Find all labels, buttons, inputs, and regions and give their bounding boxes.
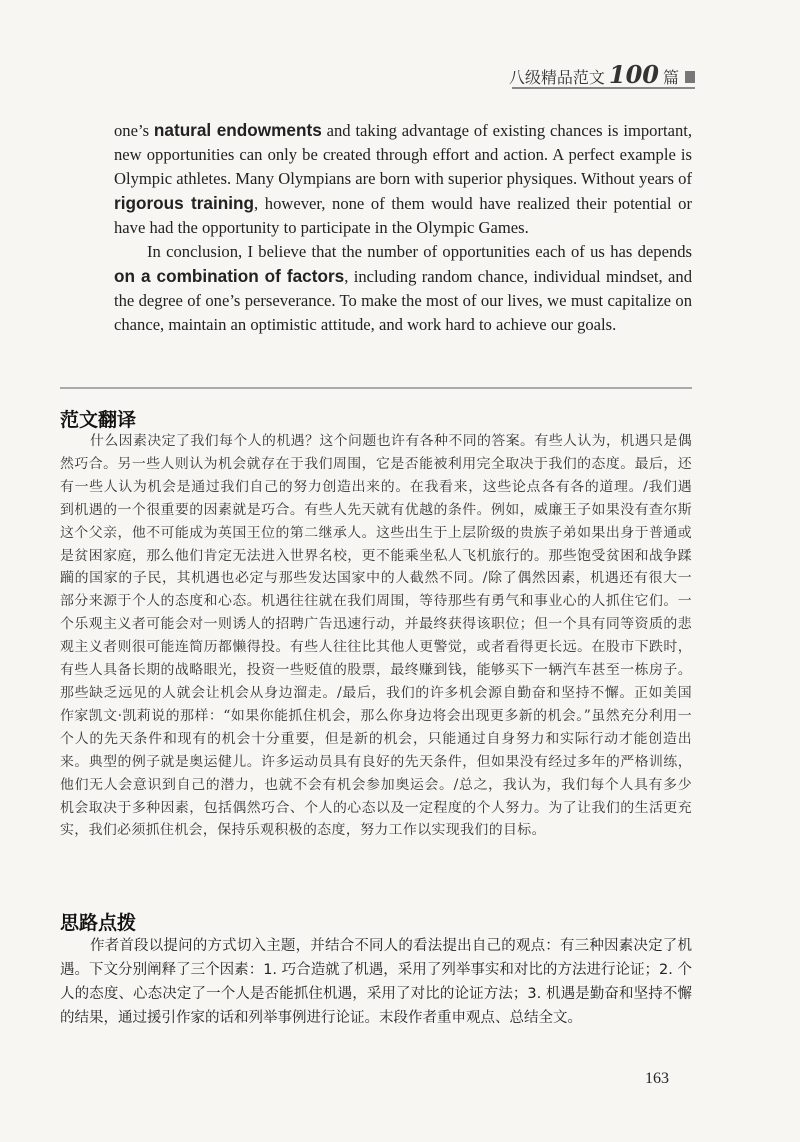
english-essay (114, 118, 692, 337)
section-divider (60, 387, 692, 389)
page-number: 163 (645, 1070, 669, 1087)
series-count: 100 (608, 60, 659, 89)
tips-heading: 思路点拨 (60, 912, 137, 934)
translation-heading: 范文翻译 (60, 409, 137, 431)
essay-paragraph: one’s natural endowments and taking advantage of existing chances is important, new opportunities can only be created through effort and action. A perfect example is Olympic athletes. Many Olympians are born with superior physiques. Without years of rigorous training, however, none of them would have realized their potential or have had the opportunity to participate in the Olympic Games. (114, 120, 692, 237)
translation-body (60, 430, 692, 842)
highlight-phrase: on a combination of factors (114, 266, 345, 286)
series-title: 八级精品范文 (508, 68, 605, 87)
highlight-phrase: natural endowments (153, 120, 322, 140)
highlight-phrase: rigorous training (114, 193, 254, 213)
running-header (509, 60, 695, 89)
header-mark-icon (685, 71, 695, 83)
essay-paragraph: In conclusion, I believe that the number of opportunities each of us has depends on a combination of factors, including random chance, individual mindset, and the degree of one’s perseverance. To make the most of our lives, we must capitalize on chance, maintain an optimistic attitude, and work hard to achieve our goals. (114, 242, 693, 334)
translation-text: 什么因素决定了我们每个人的机遇？这个问题也许有各种不同的答案。有些人认为，机遇只是偶然巧合。另一些人则认为机会就存在于我们周围，它是否能被利用完全取决于我们的态度。最后，还有一些人认为机会是通过我们自己的努力创造出来的。在我看来，这些论点各有各的道理。/我们遇到机遇的一个很重要的因素就是巧合。有些人先天就有优越的条件。例如，威廉王子如果没有查尔斯这个父亲，他不可能成为英国王位的第二继承人。这些出生于上层阶级的贵族子弟如果出身于普通或是贫困家庭，那么他们肯定无法进入世界名校，更不能乘坐私人飞机旅行的。那些饱受贫困和战争蹂躏的国家的子民，其机遇也必定与那些发达国家中的人截然不同。/除了偶然因素，机遇还有很大一部分来源于个人的态度和心态。机遇往往就在我们周围，等待那些有勇气和事业心的人抓住它们。一个乐观主义者可能会对一则诱人的招聘广告迅速行动，并最终获得该职位；但一个具有同等资质的悲观主义者则很可能连简历都懒得投。有些人往往比其他人更警觉，或者看得更长远。在股市下跌时，有些人具备长期的战略眼光，投资一些贬值的股票，最终赚到钱，能够买下一辆汽车甚至一栋房子。那些缺乏远见的人就会让机会从身边溜走。/最后，我们的许多机会源自勤奋和坚持不懈。正如美国作家凯文·凯莉说的那样：“如果你能抓住机会，那么你身边将会出现更多新的机会。”虽然充分利用一个人的先天条件和现有的机会十分重要，但是新的机会，只能通过自身努力和实际行动才能创造出来。典型的例子就是奥运健儿。许多运动员具有良好的先天条件，但如果没有经过多年的严格训练，他们无人会意识到自己的潜力，也就不会有机会参加奥运会。/总之，我认为，我们每个人具有多少机会取决于多种因素，包括偶然巧合、个人的心态以及一定程度的个人努力。为了让我们的生活更充实，我们必须抓住机会，保持乐观积极的态度，努力工作以实现我们的目标。 (60, 433, 692, 839)
header-rule (512, 87, 695, 89)
tips-body (60, 934, 692, 1030)
series-unit: 篇 (662, 68, 679, 87)
tips-text: 作者首段以提问的方式切入主题，并结合不同人的看法提出自己的观点：有三种因素决定了机遇。下文分别阐释了三个因素：1. 巧合造就了机遇，采用了列举事实和对比的方法进行论证；2. 个人的态度、心态决定了一个人是否能抓住机遇，采用了对比的论证方法；3. 机遇是勤奋和坚持不懈的结果，通过援引作家的话和列举事例进行论证。末段作者重申观点、总结全文。 (60, 938, 692, 1026)
